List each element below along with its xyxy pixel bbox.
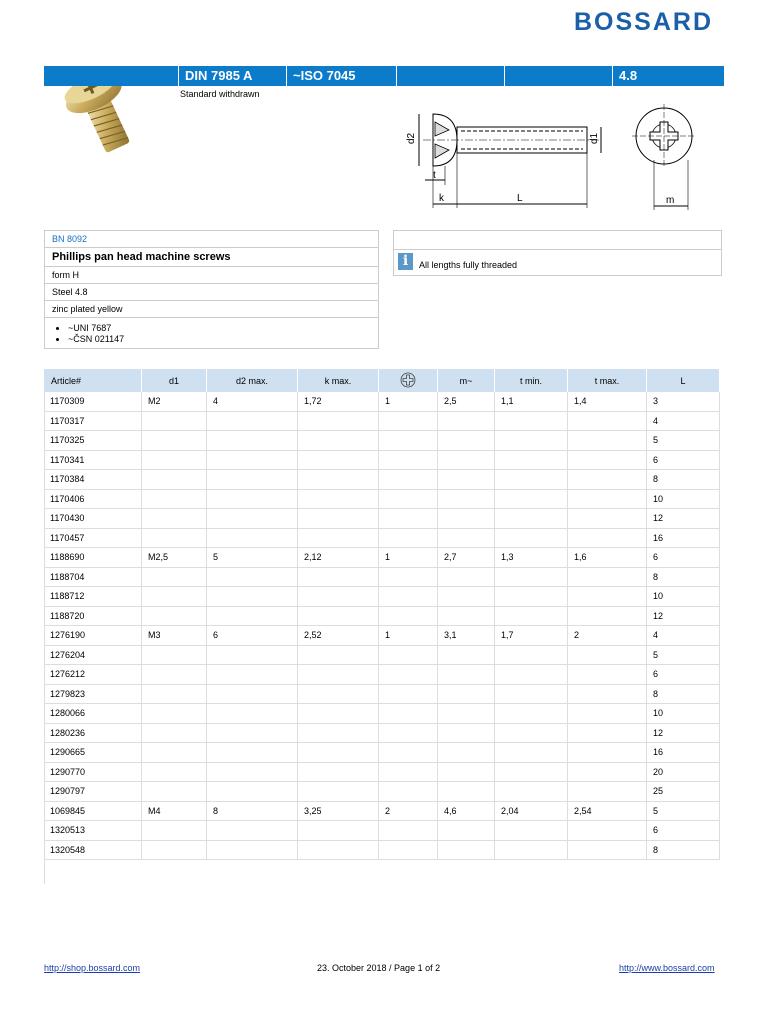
table-cell bbox=[438, 821, 495, 841]
table-cell bbox=[438, 782, 495, 802]
table-cell bbox=[142, 704, 207, 724]
col-drive bbox=[379, 369, 438, 392]
table-cell bbox=[379, 743, 438, 763]
table-cell: 25 bbox=[647, 782, 720, 802]
table-cell bbox=[438, 587, 495, 607]
table-cell bbox=[438, 645, 495, 665]
table-cell bbox=[438, 528, 495, 548]
header-cell-empty-2 bbox=[504, 66, 612, 86]
table-cell bbox=[207, 840, 298, 860]
table-cell bbox=[568, 411, 647, 431]
table-cell bbox=[298, 743, 379, 763]
table-cell: 10 bbox=[647, 489, 720, 509]
table-cell bbox=[298, 450, 379, 470]
table-cell bbox=[298, 606, 379, 626]
table-cell bbox=[568, 821, 647, 841]
table-cell: 1320513 bbox=[44, 821, 142, 841]
footer-left bbox=[44, 963, 140, 973]
table-cell bbox=[207, 782, 298, 802]
table-body bbox=[44, 392, 720, 860]
table-cell bbox=[568, 665, 647, 685]
table-cell bbox=[568, 762, 647, 782]
table-cell bbox=[298, 684, 379, 704]
col-t-min: t min. bbox=[495, 369, 568, 392]
table-cell: 12 bbox=[647, 509, 720, 529]
table-cell: 1,1 bbox=[495, 392, 568, 411]
table-cell: 16 bbox=[647, 528, 720, 548]
table-cell: 2,04 bbox=[495, 801, 568, 821]
table-cell: 8 bbox=[647, 567, 720, 587]
table-cell bbox=[142, 470, 207, 490]
table-cell bbox=[438, 723, 495, 743]
table-row bbox=[44, 743, 720, 763]
table-cell bbox=[142, 782, 207, 802]
table-cell bbox=[438, 743, 495, 763]
table-cell: 12 bbox=[647, 723, 720, 743]
table-cell: 1276204 bbox=[44, 645, 142, 665]
table-cell: 1279823 bbox=[44, 684, 142, 704]
table-cell: 1170384 bbox=[44, 470, 142, 490]
table-cell: 1170430 bbox=[44, 509, 142, 529]
table-cell bbox=[298, 431, 379, 451]
table-cell bbox=[495, 431, 568, 451]
table-cell bbox=[379, 782, 438, 802]
table-cell: M2 bbox=[142, 392, 207, 411]
table-row bbox=[44, 626, 720, 646]
table-cell bbox=[495, 821, 568, 841]
table-cell: 1290770 bbox=[44, 762, 142, 782]
table-row bbox=[44, 684, 720, 704]
table-cell bbox=[142, 684, 207, 704]
table-cell bbox=[438, 509, 495, 529]
table-row bbox=[44, 548, 720, 568]
table-row bbox=[44, 704, 720, 724]
table-cell bbox=[207, 665, 298, 685]
table-row bbox=[44, 470, 720, 490]
table-header-row bbox=[44, 369, 720, 392]
table-cell bbox=[495, 723, 568, 743]
table-cell bbox=[438, 704, 495, 724]
table-cell bbox=[495, 606, 568, 626]
table-cell bbox=[438, 567, 495, 587]
table-cell bbox=[379, 606, 438, 626]
table-cell bbox=[298, 411, 379, 431]
table-cell bbox=[207, 411, 298, 431]
table-cell: 2,7 bbox=[438, 548, 495, 568]
table-cell: 1170325 bbox=[44, 431, 142, 451]
header-cell-image-space bbox=[44, 66, 178, 86]
bossard-logo: BOSSARD bbox=[574, 8, 714, 36]
table-cell bbox=[495, 528, 568, 548]
table-cell bbox=[379, 762, 438, 782]
product-finish: zinc plated yellow bbox=[45, 301, 378, 318]
table-cell: 1170457 bbox=[44, 528, 142, 548]
table-row bbox=[44, 645, 720, 665]
table-cell: 6 bbox=[647, 450, 720, 470]
table-cell bbox=[207, 723, 298, 743]
table-row bbox=[44, 450, 720, 470]
table-cell bbox=[379, 411, 438, 431]
table-cell bbox=[495, 684, 568, 704]
table-cell bbox=[438, 470, 495, 490]
table-row bbox=[44, 587, 720, 607]
table-cell bbox=[298, 489, 379, 509]
table-row bbox=[44, 801, 720, 821]
table-cell: 5 bbox=[647, 431, 720, 451]
product-material: Steel 4.8 bbox=[45, 284, 378, 301]
table-cell: 1 bbox=[379, 626, 438, 646]
table-cell bbox=[207, 470, 298, 490]
table-cell bbox=[379, 665, 438, 685]
table-cell: 2,5 bbox=[438, 392, 495, 411]
table-cell bbox=[298, 528, 379, 548]
table-cell bbox=[495, 645, 568, 665]
col-k-max: k max. bbox=[298, 369, 379, 392]
table-cell bbox=[379, 840, 438, 860]
table-cell bbox=[298, 762, 379, 782]
table-row bbox=[44, 411, 720, 431]
table-cell: 8 bbox=[207, 801, 298, 821]
table-cell: 6 bbox=[647, 665, 720, 685]
table-cell bbox=[298, 470, 379, 490]
col-article: Article# bbox=[44, 369, 142, 392]
table-cell bbox=[495, 762, 568, 782]
table-cell bbox=[298, 509, 379, 529]
table-cell: 10 bbox=[647, 704, 720, 724]
col-t-max: t max. bbox=[568, 369, 647, 392]
footer-center-text: 23. October 2018 / Page 1 of 2 bbox=[317, 963, 441, 973]
table-cell: 1,4 bbox=[568, 392, 647, 411]
table-row bbox=[44, 431, 720, 451]
table-cell: 2,52 bbox=[298, 626, 379, 646]
table-cell: 4 bbox=[647, 411, 720, 431]
table-cell bbox=[438, 840, 495, 860]
table-cell bbox=[142, 840, 207, 860]
table-cell bbox=[142, 723, 207, 743]
notice-text: All lengths fully threaded bbox=[419, 260, 518, 270]
table-cell bbox=[298, 645, 379, 665]
website-link[interactable]: http://www.bossard.com bbox=[619, 963, 715, 973]
col-L: L bbox=[647, 369, 720, 392]
table-cell: 2 bbox=[568, 626, 647, 646]
standard-item: • ~ČSN 021147 bbox=[68, 334, 371, 345]
table-cell: 6 bbox=[647, 821, 720, 841]
table-cell: 1,3 bbox=[495, 548, 568, 568]
related-standards bbox=[45, 318, 378, 349]
table-cell: M2,5 bbox=[142, 548, 207, 568]
table-cell bbox=[142, 411, 207, 431]
table-cell bbox=[379, 821, 438, 841]
screw-top-drawing bbox=[630, 100, 710, 215]
table-cell: 1,7 bbox=[495, 626, 568, 646]
table-cell bbox=[495, 665, 568, 685]
label-t: t bbox=[433, 170, 436, 181]
table-cell bbox=[207, 821, 298, 841]
table-cell bbox=[207, 606, 298, 626]
table-cell: 16 bbox=[647, 743, 720, 763]
table-cell: 1170309 bbox=[44, 392, 142, 411]
table-cell bbox=[207, 587, 298, 607]
table-cell: 1188712 bbox=[44, 587, 142, 607]
status-text: Standard withdrawn bbox=[180, 89, 260, 99]
table-cell bbox=[379, 723, 438, 743]
table-cell: 1,6 bbox=[568, 548, 647, 568]
info-icon: i bbox=[398, 253, 413, 270]
table-cell bbox=[142, 587, 207, 607]
table-cell bbox=[495, 470, 568, 490]
header-cell-grade: 4.8 bbox=[612, 66, 724, 86]
table-cell bbox=[207, 489, 298, 509]
table-cell bbox=[438, 606, 495, 626]
table-cell: 1188720 bbox=[44, 606, 142, 626]
table-cell bbox=[568, 470, 647, 490]
table-cell bbox=[495, 411, 568, 431]
table-cell: 10 bbox=[647, 587, 720, 607]
table-cell: 1290797 bbox=[44, 782, 142, 802]
table-row bbox=[44, 665, 720, 685]
table-cell bbox=[495, 450, 568, 470]
table-cell bbox=[207, 704, 298, 724]
table-cell bbox=[438, 450, 495, 470]
header-cell-iso: ~ISO 7045 bbox=[286, 66, 396, 86]
table-cell bbox=[438, 665, 495, 685]
table-cell bbox=[568, 645, 647, 665]
table-cell: 5 bbox=[647, 645, 720, 665]
table-cell bbox=[568, 743, 647, 763]
table-cell: 6 bbox=[647, 548, 720, 568]
table-cell: 3,25 bbox=[298, 801, 379, 821]
table-cell bbox=[207, 450, 298, 470]
table-cell: 1280236 bbox=[44, 723, 142, 743]
table-row bbox=[44, 509, 720, 529]
table-cell: 5 bbox=[647, 801, 720, 821]
table-cell: 1170317 bbox=[44, 411, 142, 431]
table-cell bbox=[207, 645, 298, 665]
table-cell: 1188704 bbox=[44, 567, 142, 587]
table-cell bbox=[568, 489, 647, 509]
table-cell bbox=[379, 509, 438, 529]
table-cell bbox=[438, 489, 495, 509]
table-row bbox=[44, 723, 720, 743]
table-cell bbox=[568, 509, 647, 529]
table-cell bbox=[568, 431, 647, 451]
table-cell: 8 bbox=[647, 470, 720, 490]
table-cell bbox=[438, 431, 495, 451]
table-cell bbox=[142, 450, 207, 470]
table-cell bbox=[568, 528, 647, 548]
footer-right bbox=[619, 963, 715, 973]
table-cell bbox=[142, 606, 207, 626]
table-cell: 8 bbox=[647, 840, 720, 860]
table-cell bbox=[568, 684, 647, 704]
table-cell: 1,72 bbox=[298, 392, 379, 411]
label-m: m bbox=[666, 195, 675, 206]
table-cell: 5 bbox=[207, 548, 298, 568]
col-d1: d1 bbox=[142, 369, 207, 392]
table-row bbox=[44, 762, 720, 782]
label-d2: d2 bbox=[406, 132, 417, 144]
table-cell bbox=[142, 528, 207, 548]
table-cell: M4 bbox=[142, 801, 207, 821]
table-cell bbox=[142, 567, 207, 587]
table-cell bbox=[379, 431, 438, 451]
table-cell bbox=[495, 587, 568, 607]
table-cell bbox=[207, 762, 298, 782]
table-cell: 1276190 bbox=[44, 626, 142, 646]
table-cell: 1170341 bbox=[44, 450, 142, 470]
col-m: m~ bbox=[438, 369, 495, 392]
label-L: L bbox=[517, 193, 523, 204]
table-cell bbox=[379, 645, 438, 665]
table-cell: 1 bbox=[379, 548, 438, 568]
table-cell: 2 bbox=[379, 801, 438, 821]
table-cell: 2,54 bbox=[568, 801, 647, 821]
table-cell bbox=[298, 704, 379, 724]
table-cell bbox=[142, 743, 207, 763]
table-cell bbox=[207, 528, 298, 548]
table-cell bbox=[568, 450, 647, 470]
table-cell: 12 bbox=[647, 606, 720, 626]
table-cell bbox=[495, 704, 568, 724]
bn-number: BN 8092 bbox=[45, 231, 378, 248]
table-cell bbox=[298, 821, 379, 841]
table-cell: 1069845 bbox=[44, 801, 142, 821]
shop-link[interactable]: http://shop.bossard.com bbox=[44, 963, 141, 973]
table-cell bbox=[142, 665, 207, 685]
table-cell: 2,12 bbox=[298, 548, 379, 568]
table-row bbox=[44, 489, 720, 509]
table-cell bbox=[568, 567, 647, 587]
col-d2-max: d2 max. bbox=[207, 369, 298, 392]
header-cell-empty-1 bbox=[396, 66, 504, 86]
product-form: form H bbox=[45, 267, 378, 284]
table-cell bbox=[207, 509, 298, 529]
standard-header-bar bbox=[44, 66, 724, 86]
table-cell: 1170406 bbox=[44, 489, 142, 509]
table-cell bbox=[207, 431, 298, 451]
table-cell bbox=[568, 840, 647, 860]
table-cell: 1280066 bbox=[44, 704, 142, 724]
table-cell bbox=[495, 743, 568, 763]
table-cell: 3,1 bbox=[438, 626, 495, 646]
table-cell bbox=[379, 684, 438, 704]
table-cell bbox=[379, 450, 438, 470]
table-cell bbox=[438, 411, 495, 431]
table-cell bbox=[298, 665, 379, 685]
table-cell: M3 bbox=[142, 626, 207, 646]
table-row bbox=[44, 606, 720, 626]
table-cell bbox=[568, 723, 647, 743]
table-cell bbox=[568, 782, 647, 802]
table-cell bbox=[495, 782, 568, 802]
table-cell bbox=[142, 489, 207, 509]
phillips-drive-icon bbox=[399, 380, 417, 390]
table-cell bbox=[379, 704, 438, 724]
label-k: k bbox=[439, 193, 444, 204]
table-cell bbox=[495, 509, 568, 529]
screw-side-drawing bbox=[405, 100, 610, 215]
table-row bbox=[44, 821, 720, 841]
table-cell: 20 bbox=[647, 762, 720, 782]
table-cell: 1290665 bbox=[44, 743, 142, 763]
table-cell bbox=[298, 782, 379, 802]
table-cell bbox=[495, 489, 568, 509]
table-row bbox=[44, 567, 720, 587]
table-cell bbox=[379, 528, 438, 548]
table-row bbox=[44, 782, 720, 802]
table-cell: 1320548 bbox=[44, 840, 142, 860]
table-cell bbox=[568, 587, 647, 607]
table-cell bbox=[142, 762, 207, 782]
table-cell bbox=[568, 606, 647, 626]
table-cell bbox=[438, 684, 495, 704]
table-cell: 1 bbox=[379, 392, 438, 411]
table-cell bbox=[142, 821, 207, 841]
table-cell bbox=[142, 431, 207, 451]
table-cell: 4 bbox=[647, 626, 720, 646]
table-cell bbox=[379, 567, 438, 587]
table-cell bbox=[142, 509, 207, 529]
table-cell: 3 bbox=[647, 392, 720, 411]
table-cell bbox=[298, 840, 379, 860]
table-cell bbox=[298, 723, 379, 743]
table-cell: 6 bbox=[207, 626, 298, 646]
table-cell: 1276212 bbox=[44, 665, 142, 685]
table-cell bbox=[142, 645, 207, 665]
header-cell-din: DIN 7985 A bbox=[178, 66, 286, 86]
product-title: Phillips pan head machine screws bbox=[45, 248, 378, 267]
table-row bbox=[44, 528, 720, 548]
table-cell bbox=[207, 743, 298, 763]
table-cell bbox=[495, 840, 568, 860]
table-cell: 4,6 bbox=[438, 801, 495, 821]
table-cell bbox=[379, 587, 438, 607]
table-cell: 8 bbox=[647, 684, 720, 704]
product-info-box bbox=[44, 230, 379, 349]
table-cell bbox=[207, 567, 298, 587]
table-row bbox=[44, 392, 720, 411]
table-cell bbox=[379, 489, 438, 509]
table-cell bbox=[495, 567, 568, 587]
notice-box bbox=[393, 230, 722, 276]
table-cell: 4 bbox=[207, 392, 298, 411]
table-cell bbox=[568, 704, 647, 724]
standard-item: • ~UNI 7687 bbox=[68, 323, 371, 334]
table-cell bbox=[298, 587, 379, 607]
table-cell bbox=[438, 762, 495, 782]
label-d1: d1 bbox=[589, 132, 600, 144]
article-table bbox=[44, 369, 720, 860]
table-cell bbox=[207, 684, 298, 704]
table-cell: 1188690 bbox=[44, 548, 142, 568]
table-row bbox=[44, 840, 720, 860]
table-cell bbox=[298, 567, 379, 587]
table-cell bbox=[379, 470, 438, 490]
